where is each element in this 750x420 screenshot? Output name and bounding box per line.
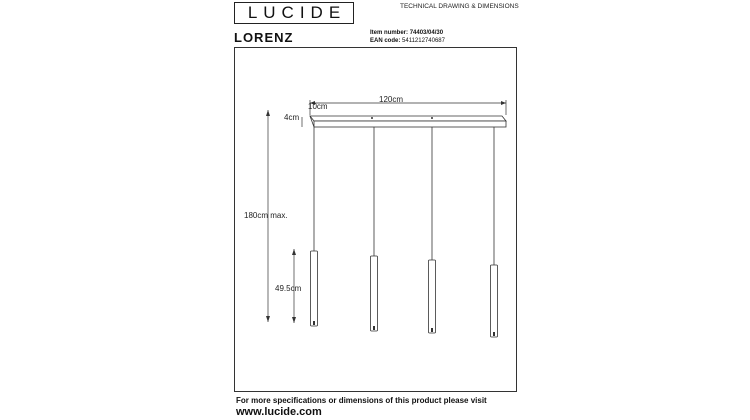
pendant-tube [371,256,378,331]
document-title: TECHNICAL DRAWING & DIMENSIONS [400,3,519,10]
total-height-label: 180cm max. [244,211,288,220]
arrow-head [266,316,270,322]
website-link[interactable]: www.lucide.com [236,406,322,418]
ean-row [370,37,445,45]
pendant-lens [493,332,495,336]
canopy-depth-label: 10cm [308,102,328,111]
canopy-body [314,121,506,127]
item-number-label: Item number: [370,30,409,36]
arrow-head [501,101,506,105]
canopy-length-label: 120cm [379,95,404,104]
brand-logo [234,2,354,24]
canopy-screw [371,117,373,119]
brand-name: LUCIDE [247,3,347,22]
product-meta [370,29,445,45]
pendant-tube [491,265,498,337]
canopy-screw [431,117,433,119]
ean-value: 5411212740687 [402,38,445,44]
pendant-lens [313,321,315,325]
technical-drawing [234,47,517,392]
pendant-length-label: 49.5cm [275,284,302,293]
pendant-lens [373,326,375,330]
footer-text: For more specifications or dimensions of this product please visit [236,396,487,405]
item-number-value: 74403/04/30 [409,30,444,36]
pendant-lens [431,328,433,332]
arrow-head [292,249,296,255]
pendant-tube [429,260,436,333]
canopy-top [310,116,506,121]
arrow-head [292,317,296,323]
product-name: LORENZ [234,30,294,45]
canopy-height-label: 4cm [284,113,300,122]
pendant-tube [311,251,318,326]
item-number-row [370,29,445,37]
ean-label: EAN code: [370,38,401,44]
arrow-head [266,110,270,116]
